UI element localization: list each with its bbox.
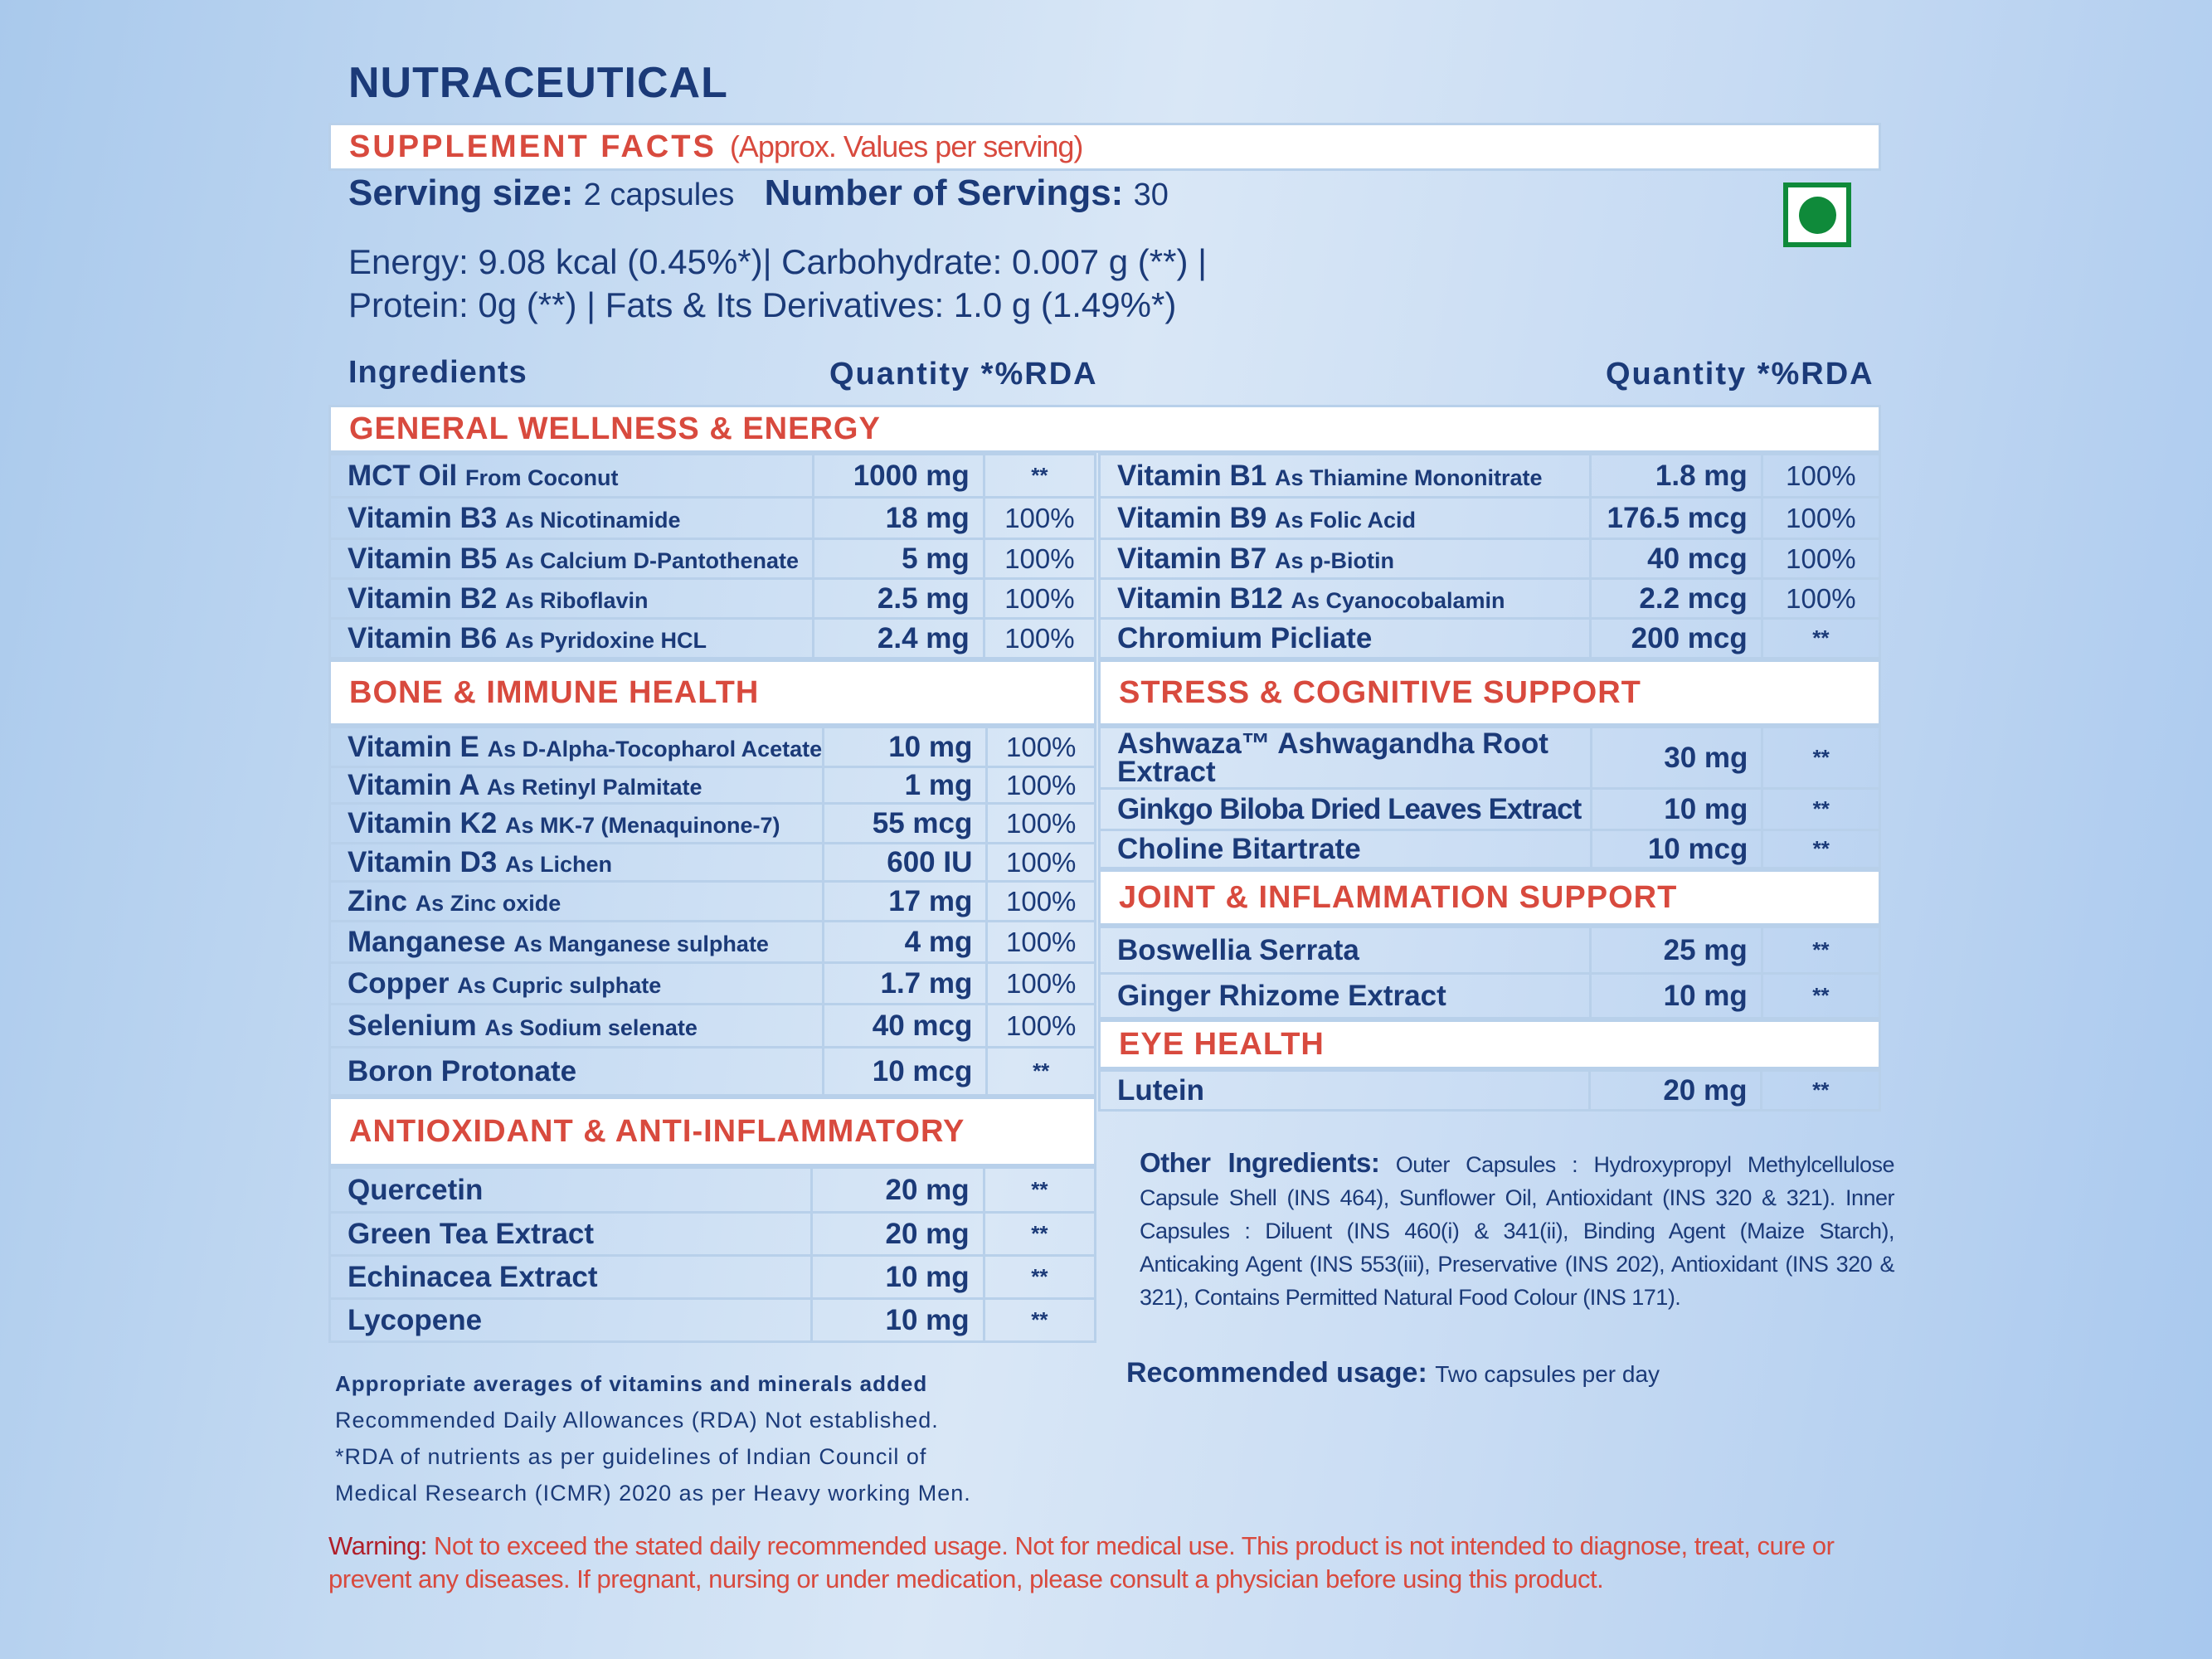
ingredient-rda: 100% — [987, 804, 1096, 844]
ingredient-name: Echinacea Extract — [330, 1256, 812, 1299]
ingredient-name: Vitamin B5 As Calcium D-Pantothenate — [330, 539, 814, 579]
ingredient-rda: 100% — [984, 579, 1095, 619]
ingredient-rda: 100% — [987, 922, 1096, 963]
ingredient-name: Vitamin E As D-Alpha-Tocopharol Acetate — [330, 727, 824, 767]
table-row — [330, 844, 1096, 882]
other-ingredients — [1140, 1146, 1894, 1314]
table-row — [1100, 974, 1880, 1019]
ingredient-name: Zinc As Zinc oxide — [330, 882, 824, 922]
table-row — [330, 1048, 1096, 1096]
nutrition-line-1: Energy: 9.08 kcal (0.45%*)| Carbohydrate: 0.007 g (**) | — [348, 242, 1208, 281]
table-row — [1100, 539, 1880, 579]
ingredient-name: Lutein — [1100, 1071, 1590, 1111]
right-column — [1098, 453, 1881, 1112]
ingredient-name: Boswellia Serrata — [1100, 927, 1591, 974]
ingredient-name: Lycopene — [330, 1299, 812, 1342]
ingredient-qty: 4 mg — [824, 922, 987, 963]
warning-text — [328, 1530, 1904, 1596]
ingredient-qty: 10 mg — [1590, 974, 1762, 1019]
veg-symbol-icon — [1783, 182, 1851, 247]
table-row — [1100, 830, 1880, 868]
table-row — [1100, 789, 1880, 830]
ingredient-rda: 100% — [984, 498, 1095, 539]
section-general-wellness: GENERAL WELLNESS & ENERGY — [328, 405, 1881, 453]
ingredient-rda: ** — [984, 1213, 1095, 1256]
ingredient-qty: 1.8 mg — [1591, 455, 1762, 498]
table-row — [1100, 1071, 1880, 1111]
table-row — [1100, 927, 1880, 974]
ingredient-name: Vitamin D3 As Lichen — [330, 844, 824, 882]
ingredient-name: Vitamin K2 As MK-7 (Menaquinone-7) — [330, 804, 824, 844]
ingredient-name: Boron Protonate — [330, 1048, 824, 1096]
table-row — [330, 455, 1096, 498]
table-row — [330, 1256, 1096, 1299]
ingredient-qty: 10 mcg — [824, 1048, 987, 1096]
section-stress-cognitive: STRESS & COGNITIVE SUPPORT — [1098, 659, 1881, 726]
ingredient-rda: 100% — [1762, 498, 1879, 539]
ingredient-rda: ** — [984, 455, 1095, 498]
ingredient-qty: 5 mg — [813, 539, 984, 579]
servings-count-label: Number of Servings: — [764, 173, 1124, 213]
ingredient-qty: 30 mg — [1591, 727, 1762, 789]
ingredient-qty: 20 mg — [812, 1213, 984, 1256]
ingredient-name: Manganese As Manganese sulphate — [330, 922, 824, 963]
ingredient-qty: 55 mcg — [824, 804, 987, 844]
ingredient-name: Green Tea Extract — [330, 1213, 812, 1256]
ingredients-header: Ingredients — [348, 355, 527, 390]
ingredient-rda: 100% — [1762, 539, 1879, 579]
usage-label: Recommended usage: — [1126, 1357, 1427, 1389]
section-bone-immune: BONE & IMMUNE HEALTH — [328, 659, 1096, 726]
table-row — [330, 882, 1096, 922]
quantity-rda-header-left: Quantity *%RDA — [829, 357, 1098, 392]
ingredient-rda: 100% — [987, 727, 1096, 767]
ingredient-qty: 17 mg — [824, 882, 987, 922]
ingredient-qty: 10 mg — [824, 727, 987, 767]
general-left-table — [328, 453, 1096, 659]
note-line-4: Medical Research (ICMR) 2020 as per Heavy working Men. — [335, 1481, 971, 1506]
serving-size-value: 2 capsules — [583, 178, 735, 212]
table-row — [330, 579, 1096, 619]
ingredient-rda: ** — [984, 1256, 1095, 1299]
ingredient-qty: 200 mcg — [1591, 619, 1762, 659]
ingredient-name: Vitamin B3 As Nicotinamide — [330, 498, 814, 539]
ingredient-qty: 1 mg — [824, 767, 987, 804]
warning-label: Warning: — [328, 1531, 427, 1560]
table-row — [330, 498, 1096, 539]
veg-dot — [1799, 197, 1836, 234]
ingredient-qty: 1000 mg — [813, 455, 984, 498]
ingredient-qty: 10 mg — [1591, 789, 1762, 830]
table-row — [330, 727, 1096, 767]
servings-count-value: 30 — [1133, 178, 1169, 212]
ingredient-qty: 10 mcg — [1591, 830, 1762, 868]
table-row — [330, 1213, 1096, 1256]
ingredient-rda: ** — [984, 1168, 1095, 1213]
ingredient-rda: 100% — [987, 963, 1096, 1005]
antioxidant-table — [328, 1166, 1096, 1343]
table-row — [330, 767, 1096, 804]
ingredient-name: Vitamin B6 As Pyridoxine HCL — [330, 619, 814, 659]
stress-cognitive-table — [1098, 726, 1881, 869]
ingredient-name: Ginkgo Biloba Dried Leaves Extract — [1100, 789, 1592, 830]
table-row — [330, 922, 1096, 963]
ingredient-name: Copper As Cupric sulphate — [330, 963, 824, 1005]
ingredient-rda: 100% — [987, 767, 1096, 804]
other-ingredients-label: Other Ingredients: — [1140, 1147, 1380, 1178]
table-row — [330, 619, 1096, 659]
ingredient-qty: 20 mg — [812, 1168, 984, 1213]
table-row — [330, 1005, 1096, 1048]
serving-info — [348, 173, 1189, 214]
ingredient-qty: 2.4 mg — [813, 619, 984, 659]
table-row — [1100, 455, 1880, 498]
table-row — [330, 1168, 1096, 1213]
table-row — [330, 539, 1096, 579]
ingredient-name: Quercetin — [330, 1168, 812, 1213]
ingredient-qty: 40 mcg — [1591, 539, 1762, 579]
ingredient-rda: ** — [984, 1299, 1095, 1342]
ingredient-rda: 100% — [1762, 455, 1879, 498]
note-line-1: Appropriate averages of vitamins and minerals added — [335, 1371, 928, 1396]
ingredient-name: MCT Oil From Coconut — [330, 455, 814, 498]
ingredient-qty: 2.2 mcg — [1591, 579, 1762, 619]
ingredient-qty: 25 mg — [1590, 927, 1762, 974]
recommended-usage — [1126, 1357, 1660, 1389]
ingredient-rda: 100% — [987, 844, 1096, 882]
rda-notes — [335, 1365, 971, 1511]
ingredient-name: Ginger Rhizome Extract — [1100, 974, 1591, 1019]
ingredient-rda: ** — [987, 1048, 1096, 1096]
ingredient-name: Chromium Picliate — [1100, 619, 1591, 659]
general-right-table — [1098, 453, 1881, 659]
table-row — [1100, 727, 1880, 789]
ingredient-qty: 20 mg — [1590, 1071, 1762, 1111]
ingredient-name: Vitamin B7 As p-Biotin — [1100, 539, 1591, 579]
nutrition-line-2: Protein: 0g (**) | Fats & Its Derivatives: 1.0 g (1.49%*) — [348, 285, 1177, 324]
table-row — [330, 963, 1096, 1005]
joint-inflammation-table — [1098, 926, 1881, 1019]
table-row — [1100, 619, 1880, 659]
table-row — [330, 1299, 1096, 1342]
ingredient-name: Selenium As Sodium selenate — [330, 1005, 824, 1048]
ingredient-rda: 100% — [984, 619, 1095, 659]
ingredient-qty: 10 mg — [812, 1256, 984, 1299]
ingredient-name: Vitamin B2 As Riboflavin — [330, 579, 814, 619]
ingredient-rda: ** — [1762, 1071, 1880, 1111]
table-row — [1100, 498, 1880, 539]
ingredient-name: Vitamin B1 As Thiamine Mononitrate — [1100, 455, 1591, 498]
ingredient-qty: 18 mg — [813, 498, 984, 539]
ingredient-qty: 2.5 mg — [813, 579, 984, 619]
quantity-rda-header-right: Quantity *%RDA — [1606, 357, 1874, 392]
ingredient-qty: 176.5 mcg — [1591, 498, 1762, 539]
ingredient-rda: ** — [1762, 974, 1879, 1019]
ingredient-qty: 10 mg — [812, 1299, 984, 1342]
note-line-3: *RDA of nutrients as per guidelines of Indian Council of — [335, 1444, 927, 1469]
section-eye-health: EYE HEALTH — [1098, 1019, 1881, 1069]
serving-size-label: Serving size: — [348, 173, 574, 213]
ingredient-name: Vitamin A As Retinyl Palmitate — [330, 767, 824, 804]
page-title: NUTRACEUTICAL — [348, 59, 728, 107]
ingredient-name: Vitamin B9 As Folic Acid — [1100, 498, 1591, 539]
supplement-facts-heading: SUPPLEMENT FACTS — [349, 129, 717, 164]
eye-health-table — [1098, 1069, 1881, 1112]
table-row — [1100, 579, 1880, 619]
other-ingredients-text: Outer Capsules : Hydroxypropyl Methylcellulose Capsule Shell (INS 464), Sunflower Oil, Antioxidant (INS 320 & 321). Inner Capsules : Diluent (INS 460(i) & 341(ii), Binding Agent (Maize Starch), Anticaking Agent (INS 553(iii), Preservative (INS 202), Antioxidant (INS 320 & 321), Contains Permitted Natural Food Colour (INS 171). — [1140, 1152, 1894, 1310]
bone-immune-table — [328, 726, 1096, 1097]
section-antioxidant: ANTIOXIDANT & ANTI-INFLAMMATORY — [328, 1097, 1096, 1166]
ingredient-name: Ashwaza™ Ashwagandha Root Extract — [1100, 727, 1592, 789]
left-column — [328, 405, 1096, 1343]
warning-body: Not to exceed the stated daily recommended usage. Not for medical use. This product is not intended to diagnose, treat, cure or prevent any diseases. If pregnant, nursing or under medication, please consult a physician before using this product. — [328, 1531, 1835, 1593]
ingredient-name: Choline Bitartrate — [1100, 830, 1592, 868]
ingredient-name: Vitamin B12 As Cyanocobalamin — [1100, 579, 1591, 619]
ingredient-qty: 600 IU — [824, 844, 987, 882]
table-row — [330, 804, 1096, 844]
ingredient-rda: 100% — [984, 539, 1095, 579]
note-line-2: Recommended Daily Allowances (RDA) Not established. — [335, 1408, 939, 1433]
supplement-facts-bar — [328, 123, 1881, 171]
usage-value: Two capsules per day — [1435, 1361, 1660, 1387]
ingredient-qty: 1.7 mg — [824, 963, 987, 1005]
ingredient-rda: ** — [1762, 927, 1879, 974]
section-joint-inflammation: JOINT & INFLAMMATION SUPPORT — [1098, 869, 1881, 926]
ingredient-rda: 100% — [987, 1005, 1096, 1048]
ingredient-rda: ** — [1762, 619, 1879, 659]
ingredient-rda: 100% — [987, 882, 1096, 922]
supplement-facts-note: (Approx. Values per serving) — [729, 129, 1083, 163]
ingredient-rda: ** — [1762, 830, 1880, 868]
ingredient-rda: ** — [1762, 789, 1880, 830]
ingredient-qty: 40 mcg — [824, 1005, 987, 1048]
ingredient-rda: ** — [1762, 727, 1880, 789]
ingredient-rda: 100% — [1762, 579, 1879, 619]
